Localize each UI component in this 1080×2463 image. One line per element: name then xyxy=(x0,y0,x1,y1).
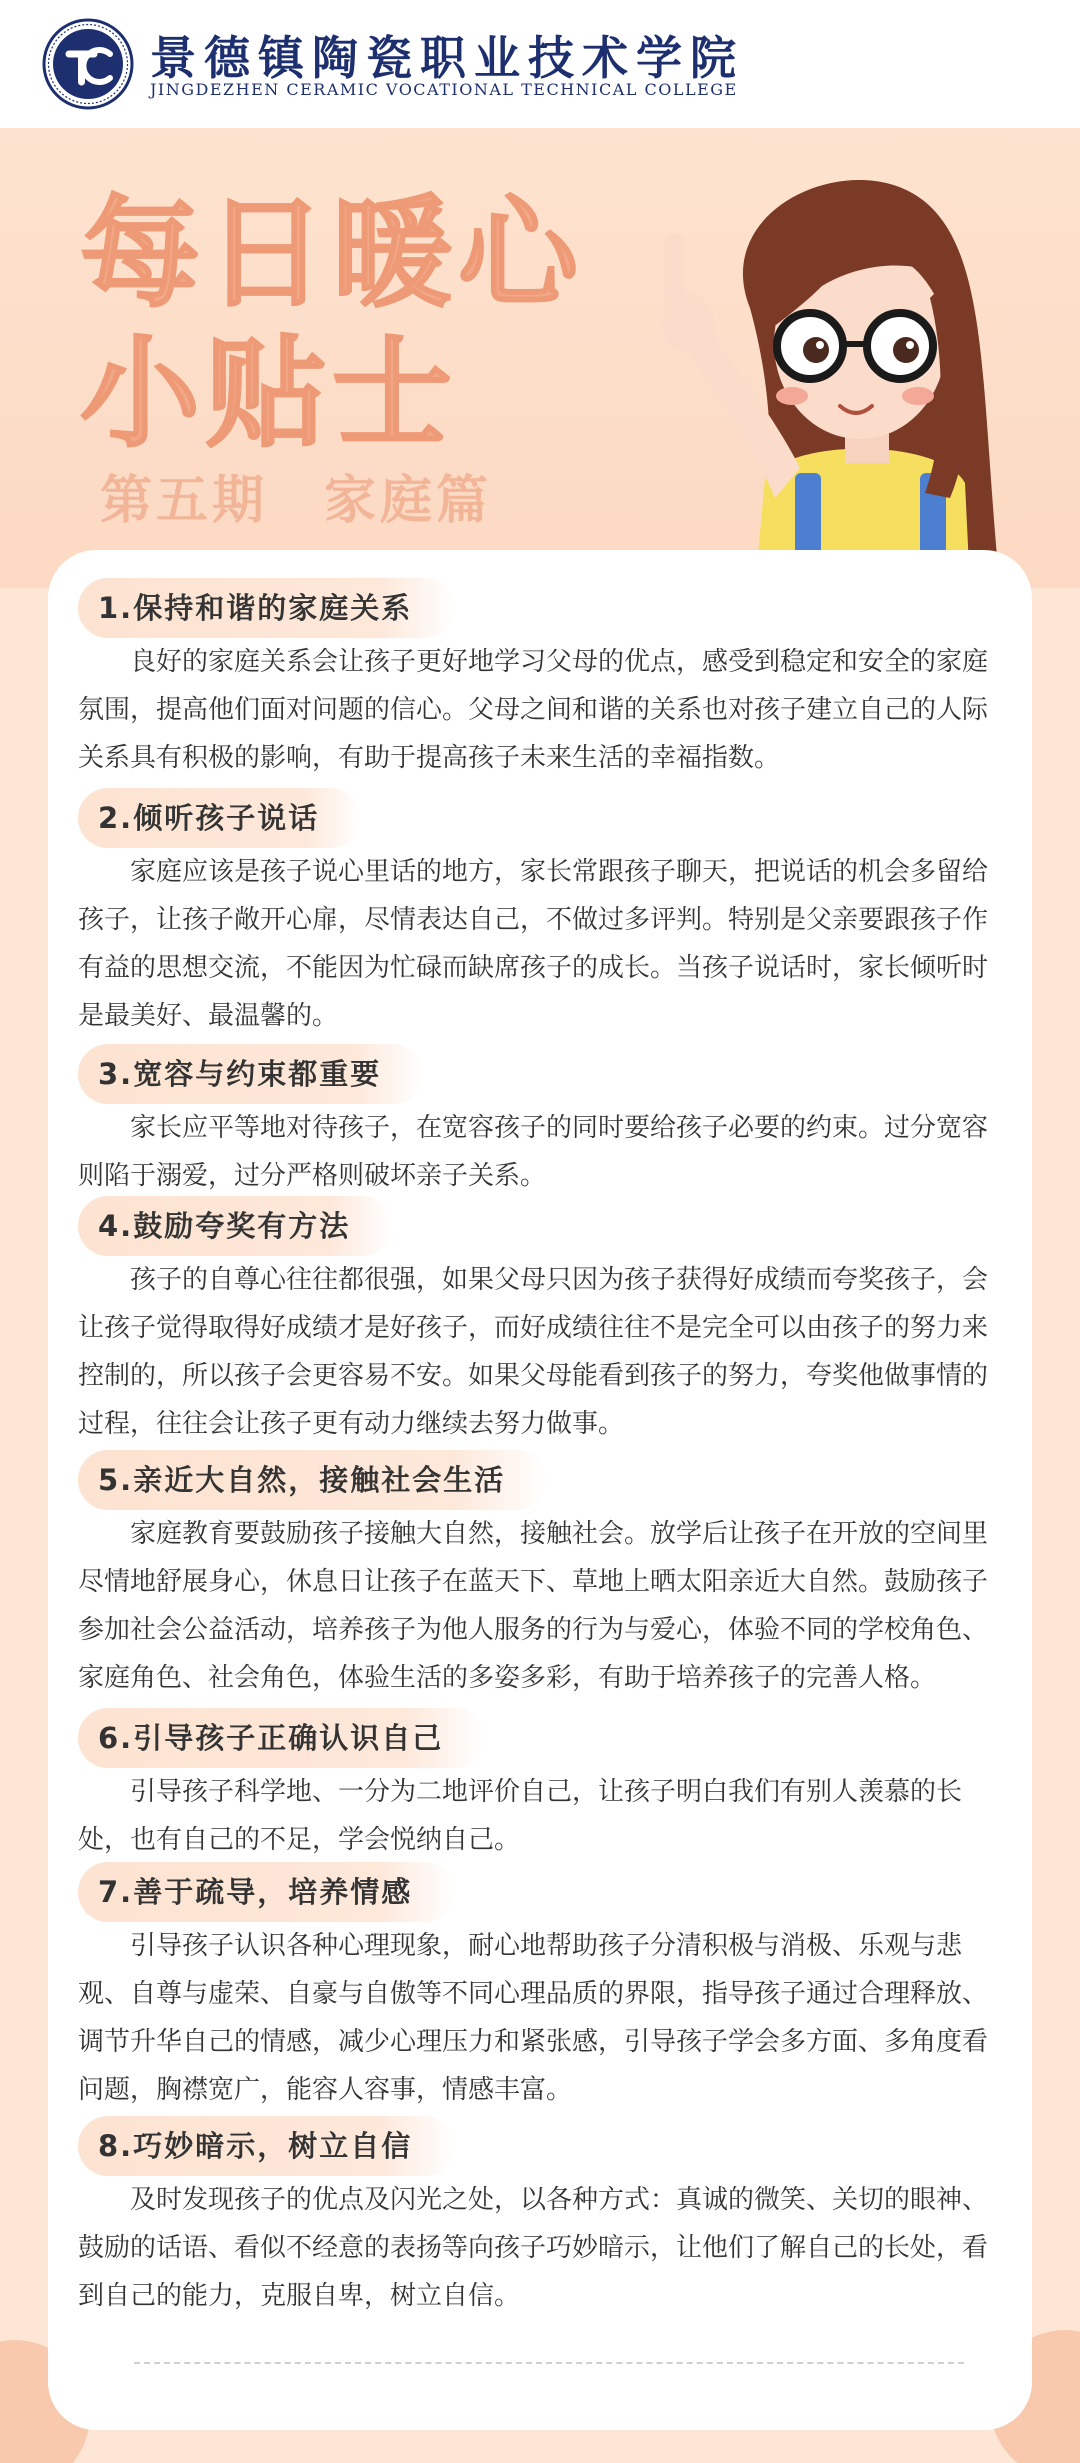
section-text: 家庭应该是孩子说心里话的地方，家长常跟孩子聊天，把说话的机会多留给孩子，让孩子敞开心扉，尽情表达自己，不做过多评判。特别是父亲要跟孩子作有益的思想交流，不能因为忙碌而缺席孩子的成长。当孩子说话时，家长倾听时是最美好、最温馨的。 xyxy=(78,857,989,1031)
school-header xyxy=(0,0,1080,128)
section-title: 8.巧妙暗示，树立自信 xyxy=(78,2116,454,2176)
school-logo-icon xyxy=(42,18,134,110)
hero-banner xyxy=(0,128,1080,588)
content-card xyxy=(48,550,1032,2430)
section-8 xyxy=(78,2116,990,2320)
dashed-divider xyxy=(134,2362,964,2364)
section-title: 3.宽容与约束都重要 xyxy=(78,1044,423,1104)
section-text: 家长应平等地对待孩子，在宽容孩子的同时要给孩子必要的约束。过分宽容则陷于溺爱，过分严格则破坏亲子关系。 xyxy=(78,1113,989,1191)
section-text: 及时发现孩子的优点及闪光之处，以各种方式：真诚的微笑、关切的眼神、鼓励的话语、看似不经意的表扬等向孩子巧妙暗示，让他们了解自己的长处，看到自己的能力，克服自卑，树立自信。 xyxy=(78,2185,989,2311)
section-1 xyxy=(78,578,990,782)
hero-title-line2: 小贴士 xyxy=(80,325,458,464)
section-7 xyxy=(78,1862,990,2114)
issue-label: 第五期 家庭篇 xyxy=(100,471,493,531)
hero-title-line1: 每日暖心 xyxy=(80,185,584,324)
section-6 xyxy=(78,1708,990,1864)
section-title: 2.倾听孩子说话 xyxy=(78,788,361,848)
section-title: 5.亲近大自然，接触社会生活 xyxy=(78,1450,547,1510)
section-title: 4.鼓励夸奖有方法 xyxy=(78,1196,392,1256)
section-title: 1.保持和谐的家庭关系 xyxy=(78,578,454,638)
section-2 xyxy=(78,788,990,1040)
section-text: 家庭教育要鼓励孩子接触大自然，接触社会。放学后让孩子在开放的空间里尽情地舒展身心，休息日让孩子在蓝天下、草地上晒太阳亲近大自然。鼓励孩子参加社会公益活动，培养孩子为他人服务的行为与爱心，体验不同的学校角色、家庭角色、社会角色，体验生活的多姿多彩，有助于培养孩子的完善人格。 xyxy=(78,1519,989,1693)
school-name-cn: 景德镇陶瓷职业技术学院 xyxy=(150,31,744,85)
girl-illustration xyxy=(560,138,1000,588)
section-3 xyxy=(78,1044,990,1200)
section-text: 引导孩子科学地、一分为二地评价自己，让孩子明白我们有别人羡慕的长处，也有自己的不足，学会悦纳自己。 xyxy=(78,1777,963,1855)
section-text: 孩子的自尊心往往都很强，如果父母只因为孩子获得好成绩而夸奖孩子，会让孩子觉得取得好成绩才是好孩子，而好成绩往往不是完全可以由孩子的努力来控制的，所以孩子会更容易不安。如果父母能看到孩子的努力，夸奖他做事情的过程，往往会让孩子更有动力继续去努力做事。 xyxy=(78,1265,989,1439)
section-text: 引导孩子认识各种心理现象，耐心地帮助孩子分清积极与消极、乐观与悲观、自尊与虚荣、自豪与自傲等不同心理品质的界限，指导孩子通过合理释放、调节升华自己的情感，减少心理压力和紧张感，引导孩子学会多方面、多角度看问题，胸襟宽广，能容人容事，情感丰富。 xyxy=(78,1931,989,2105)
section-5 xyxy=(78,1450,990,1702)
section-title: 6.引导孩子正确认识自己 xyxy=(78,1708,485,1768)
section-4 xyxy=(78,1196,990,1448)
section-text: 良好的家庭关系会让孩子更好地学习父母的优点，感受到稳定和安全的家庭氛围，提高他们面对问题的信心。父母之间和谐的关系也对孩子建立自己的人际关系具有积极的影响，有助于提高孩子未来生活的幸福指数。 xyxy=(78,647,989,773)
school-name-en: JINGDEZHEN CERAMIC VOCATIONAL TECHNICAL COLLEGE xyxy=(150,80,738,99)
section-title: 7.善于疏导，培养情感 xyxy=(78,1862,454,1922)
